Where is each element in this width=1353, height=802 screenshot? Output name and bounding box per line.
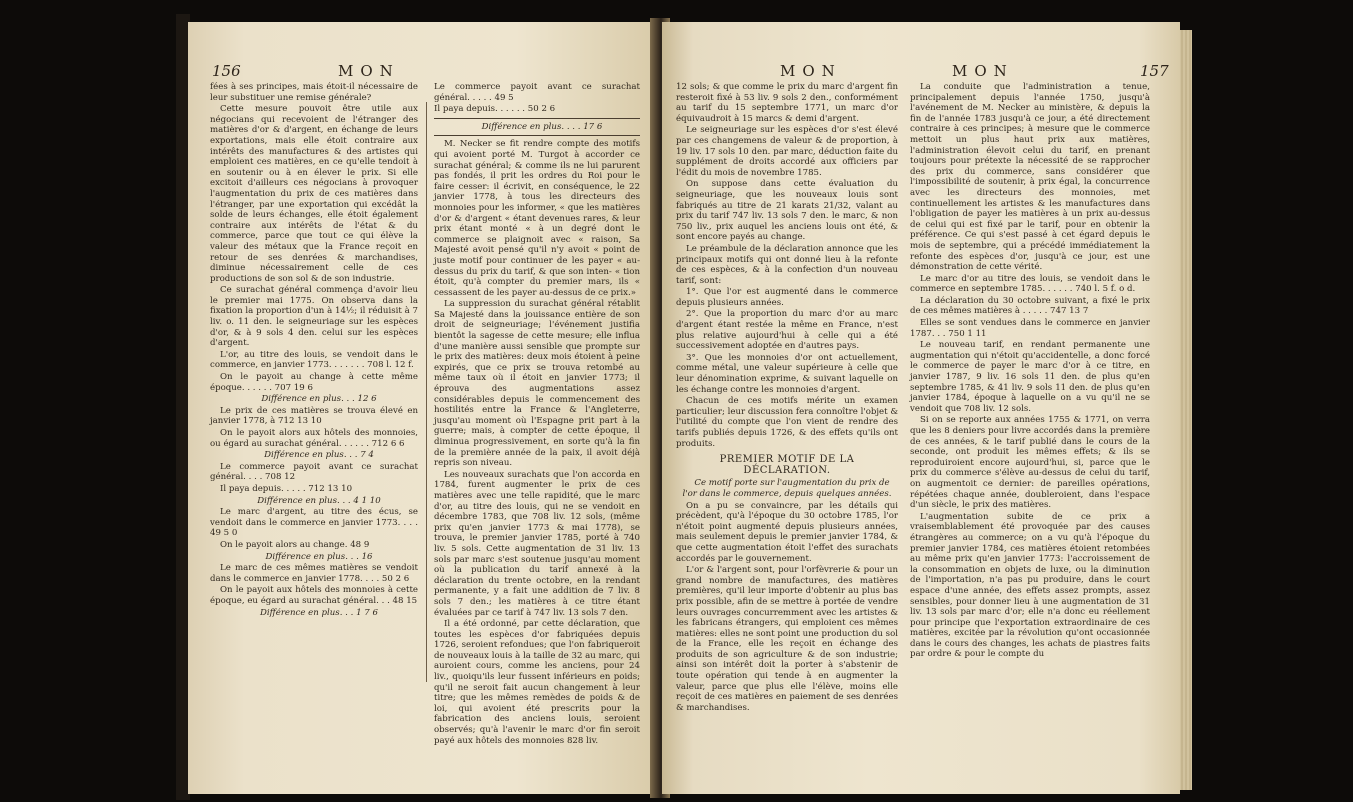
paragraph: Le nouveau tarif, en rendant permanente une augmentation qui n'étoit qu'accidentelle, a donc forcé le commerce de payer le marc d'or à ce titre, en janvier 1787, 9 liv. 16 sols 11 den. de plus qu'en septembre 1785, & 41 liv. 9 sols 11 den. de plus qu'en janvier 1784, époque à laquelle on a vu qu'il ne se vendoit que 708 liv. 12 sols.: [910, 340, 1150, 414]
paragraph: 12 sols; & que comme le prix du marc d'argent fin resteroit fixé à 53 liv. 9 sols 2 den., conformément au tarif du 15 septembre 1771, un marc d'or équivaudroit à 15 marcs & demi d'argent.: [676, 82, 898, 124]
left-column-2: [434, 82, 640, 747]
rule: [434, 118, 640, 119]
section-subtitle: Ce motif porte sur l'augmentation du prix de l'or dans le commerce, depuis quelques années.: [682, 478, 892, 499]
paragraph: Le préambule de la déclaration annonce que les principaux motifs qui ont donné lieu à la refonte de ces espèces, & à la confection d'un nouveau tarif, sont:: [676, 243, 898, 286]
column-divider: [426, 102, 427, 682]
right-running-head-2: MON: [952, 62, 1014, 80]
section-title: PREMIER MOTIF DE LA DÉCLARATION.: [719, 454, 855, 476]
table-row: La déclaration du 30 octobre suivant, a fixé le prix de ces mêmes matières à . . . . . 747 13 7: [910, 295, 1150, 317]
table-row: On le payoit alors au change. 48 9: [220, 539, 370, 550]
left-folio: 156: [212, 62, 241, 80]
table-row: Le marc d'argent, au titre des écus, se vendoit dans le commerce en janvier 1773. . . . 49 5 0: [210, 507, 418, 539]
paragraph: L'augmentation subite de ce prix a vraisemblablement été provoquée par des causes étrangères au commerce; on a vu qu'à l'époque du premier janvier 1784, ces matières étoient retombées au même prix qu'en janvier 1773: l'accroissement de la consommation en objets de luxe, ou la diminution de l'importation, n'a pas pu produire, dans le court espace d'une année, des effets assez prompts, assez sensibles, pour donner lieu à une augmentation de 31 liv. 13 sols par marc d'or; elle n'a donc eu réellement pour principe que l'exportation extraordinaire de ces matières, excitée par la révolution qu'ont occasionnée dans le cours des changes, les achats de piastres faits par ordre & pour le compte du: [910, 511, 1150, 660]
paragraph: 1°. Que l'or est augmenté dans le commerce depuis plusieurs années.: [676, 287, 898, 308]
paragraph: 3°. Que les monnoies d'or ont actuellement, comme métal, une valeur supérieure à celle que leur dénomination exprime, & suivant laquelle on les échange contre les monnoies d'argent.: [676, 352, 898, 395]
left-running-head: MON: [338, 62, 400, 80]
table-row: Le commerce payoit avant ce surachat général. . . . . 49 5: [434, 82, 640, 103]
paragraph: Le seigneuriage sur les espèces d'or s'est élevé par ces changemens de valeur & de proportion, à 19 liv. 17 sols 10 den. par marc, déduction faite du supplément de droits accordé aux officiers par l'édit du mois de novembre 1785.: [676, 125, 898, 178]
page-block-edge: [1180, 30, 1192, 790]
table-row: Le marc de ces mêmes matières se vendoit dans le commerce en janvier 1778. . . . 50 2 6: [210, 563, 418, 584]
paragraph: L'or & l'argent sont, pour l'orfèvrerie & pour un grand nombre de manufactures, des matières premières, qu'il leur importe d'obtenir au plus bas prix possible, afin de se mettre à portée de vendre leurs ouvrages concurremment avec les artistes & les fabricans étrangers, qui emploient ces mêmes matières: elles ne sont point une production du sol de la France, elle les reçoit en échange des produits de son agriculture & de son industrie; ainsi son intérêt doit la porter à s'abstenir de toute opération qui tende à en augmenter la valeur, parce que plus elle l'élève, moins elle reçoit de ces matières en paiement de ses denrées & marchandises.: [676, 565, 898, 713]
left-page: [188, 22, 658, 794]
table-row: On le payoit au change à cette même époque. . . . . . 707 19 6: [210, 372, 418, 393]
paragraph: M. Necker se fit rendre compte des motifs qui avoient porté M. Turgot à accorder ce surachat général; & comme ils ne lui parurent pas fondés, il prit les ordres du Roi pour le faire cesser: il écrivit, en conséquence, le 22 janvier 1778, à tous les directeurs des monnoies pour les informer, « que les matières d'or & d'argent « étant devenues rares, & leur prix étant monté « à un degré dont le commerce se plaignoit avec « raison, Sa Majesté avoit pensé qu'il n'y avoit « point de juste motif pour continuer de les payer « au-dessus du prix du tarif, & que son inten- « tion étoit, qu'à compter du premier mars, ils « cessassent de les payer au-dessus de ce prix.»: [434, 139, 640, 298]
paragraph: La conduite que l'administration a tenue, principalement depuis l'année 1750, jusqu'à l'avénement de M. Necker au ministère, & depuis la fin de l'année 1783 jusqu'à ce jour, a été directement contraire à ces principes; à mesure que le commerce mettoit un plus haut prix aux matières, l'administration élevoit celui du tarif, en prenant toujours pour prétexte la nécessité de se rapprocher des prix du commerce, sans considérer que l'impossibilité de soutenir, à prix égal, la concurrence avec les directeurs des monnoies, met continuellement les artistes & les manufactures dans l'obligation de payer les matières à un prix au-dessus de celui qui est fixé par le tarif, pour en obtenir la préférence. Ce qui s'est passé à cet égard depuis le mois de septembre, qui a précédé immédiatement la refonte des espèces d'or, jusqu'à ce jour, est une démonstration de cette vérité.: [910, 82, 1150, 273]
difference-row: Différence en plus. . . 7 4: [264, 450, 374, 461]
table-row: L'or, au titre des louis, se vendoit dans le commerce, en janvier 1773. . . . . . . 708 l. 12 f.: [210, 349, 418, 371]
paragraph: Il a été ordonné, par cette déclaration, que toutes les espèces d'or fabriquées depuis 1726, seroient refondues; que l'on fabriqueroit de nouveaux louis à la taille de 32 au marc, qui auroient cours, comme les anciens, pour 24 liv., quoiqu'ils leur fussent inférieurs en poids; qu'il ne seroit fait aucun changement à leur titre; que les mêmes remèdes de poids & de loi, qui avoient été prescrits pour la fabrication des anciens louis, seroient observés; qu'à l'avenir le marc d'or fin seroit payé aux hôtels des monnoies 828 liv.: [434, 619, 641, 746]
paragraph: fées à ses principes, mais étoit-il nécessaire de leur substituer une remise générale?: [210, 82, 418, 103]
paragraph: Si on se reporte aux années 1755 & 1771, on verra que les 8 deniers pour livre accordés dans la première de ces années, & le tarif publié dans le cours de la seconde, ont produit les mêmes effets; & ils se reproduiroient encore aujourd'hui, si, parce que le prix du commerce s'élève au-dessus de celui du tarif, on augmentoit ce dernier: de pareilles opérations, répétées chaque année, doubleroient, dans l'espace d'un siècle, le prix des matières.: [910, 415, 1150, 511]
right-folio: 157: [1140, 62, 1169, 80]
paragraph: Ce surachat général commença d'avoir lieu le premier mai 1775. On observa dans la fixation la proportion d'un à 14½; il réduisit à 7 liv. o. 11 den. le seigneuriage sur les espèces d'or, & à 9 sols 4 den. celui sur les espèces d'argent.: [210, 285, 418, 349]
left-column-1: [210, 82, 418, 619]
rule: [434, 135, 640, 136]
paragraph: Chacun de ces motifs mérite un examen particulier; leur discussion fera connoître l'objet & l'utilité du compte que l'on vient de rendre des tarifs publiés depuis 1726, & des effets qu'ils ont produits.: [676, 396, 898, 449]
table-row: Il paya depuis. . . . . . 50 2 6: [434, 104, 556, 115]
difference-row: Différence en plus. . . 12 6: [261, 394, 377, 405]
right-page: [662, 22, 1180, 794]
difference-row: Différence en plus. . . 4 1 10: [257, 495, 381, 506]
table-row: On le payoit aux hôtels des monnoies à cette époque, eu égard au surachat général. . . 48 15: [210, 585, 418, 606]
table-row: On le payoit alors aux hôtels des monnoies, ou égard au surachat général. . . . . . 712 6 6: [210, 428, 418, 449]
table-row: Le commerce payoit avant ce surachat général. . . . 708 12: [210, 461, 418, 483]
paragraph: On a pu se convaincre, par les détails qui précèdent, qu'à l'époque du 30 octobre 1785, l'or n'étoit point augmenté depuis plusieurs années, mais seulement depuis le premier janvier 1784, & que cette augmentation étoit l'effet des surachats accordés par le gouvernement.: [676, 500, 898, 564]
right-running-head-1: MON: [780, 62, 842, 80]
paragraph: Les nouveaux surachats que l'on accorda en 1784, furent augmenter le prix de ces matières avec une telle rapidité, que le marc d'or, au titre des louis, qui ne se vendoit en décembre 1783, que 708 liv. 12 sols, (même prix qu'en janvier 1773 & mai 1778), se trouva, le premier janvier 1785, porté à 740 liv. 5 sols. Cette augmentation de 31 liv. 13 sols par marc s'est soutenue jusqu'au moment où la publication du tarif annexé à la déclaration du trente octobre, en la rendant permanente, y a fait une addition de 7 liv. 8 sols 7 den.; les matières à ce titre étant évaluées par ce tarif à 747 liv. 13 sols 7 den.: [434, 469, 640, 618]
paragraph: Cette mesure pouvoit être utile aux négocians qui recevoient de l'étranger des matières d'or & d'argent, en échange de leurs exportations, mais elle étoit contraire aux intérêts des manufactures & des artistes qui emploient ces matières, en ce qu'elle tendoit à en soutenir ou à en élever le prix. Si elle excitoit d'ailleurs ces négocians à provoquer l'augmentation du prix de ces matières dans l'étranger, par une exportation qui excédât la solde de leurs échanges, elle étoit également contraire aux intérêts de l'état & du commerce, parce que tout ce qui élève la valeur des métaux que la France reçoit en retour de ses denrées & marchandises, diminue nécessairement celle de ces productions de son sol & de son industrie.: [210, 104, 418, 284]
paragraph: La suppression du surachat général rétablit Sa Majesté dans la jouissance entière de son droit de seigneuriage; l'événement justifia bientôt la sagesse de cette mesure; elle influa d'une manière aussi sensible que prompte sur le prix des matières: deux mois étoient à peine expirés, que ce prix se trouva retombé au même taux où il étoit en janvier 1773; il éprouva des augmentations assez considérables depuis le commencement des hostilités entre la France & l'Angleterre, jusqu'au moment où l'Espagne prit part à la guerre; mais, à compter de cette époque, il diminua progressivement, en sorte qu'à la fin de la première année de la paix, il avoit déjà repris son niveau.: [434, 299, 640, 469]
paragraph: 2°. Que la proportion du marc d'or au marc d'argent étant restée la même en France, n'est plus relative aujourd'hui à celle qui a été successivement adoptée en d'autres pays.: [676, 309, 898, 352]
table-row: Le marc d'or au titre des louis, se vendoit dans le commerce en septembre 1785. . . . . . 740 l. 5 f. o d.: [910, 273, 1150, 295]
table-row: Elles se sont vendues dans le commerce en janvier 1787. . . 750 1 11: [910, 318, 1150, 339]
difference-row: Différence en plus. . . 1 7 6: [260, 607, 378, 618]
table-row: Il paya depuis. . . . . 712 13 10: [220, 483, 353, 494]
difference-row: Différence en plus. . . 16: [265, 551, 373, 562]
right-column-2: [910, 82, 1150, 661]
difference-row: Différence en plus. . . . 17 6: [481, 121, 603, 132]
table-row: Le prix de ces matières se trouva élevé en janvier 1778, à 712 13 10: [210, 405, 418, 427]
right-column-1: [676, 82, 898, 714]
paragraph: On suppose dans cette évaluation du seigneuriage, que les nouveaux louis sont fabriqués au titre de 21 karats 21/32, valant au prix du tarif 747 liv. 13 sols 7 den. le marc, & non 750 liv., prix auquel les anciens louis ont été, & sont encore payés au change.: [676, 179, 898, 243]
